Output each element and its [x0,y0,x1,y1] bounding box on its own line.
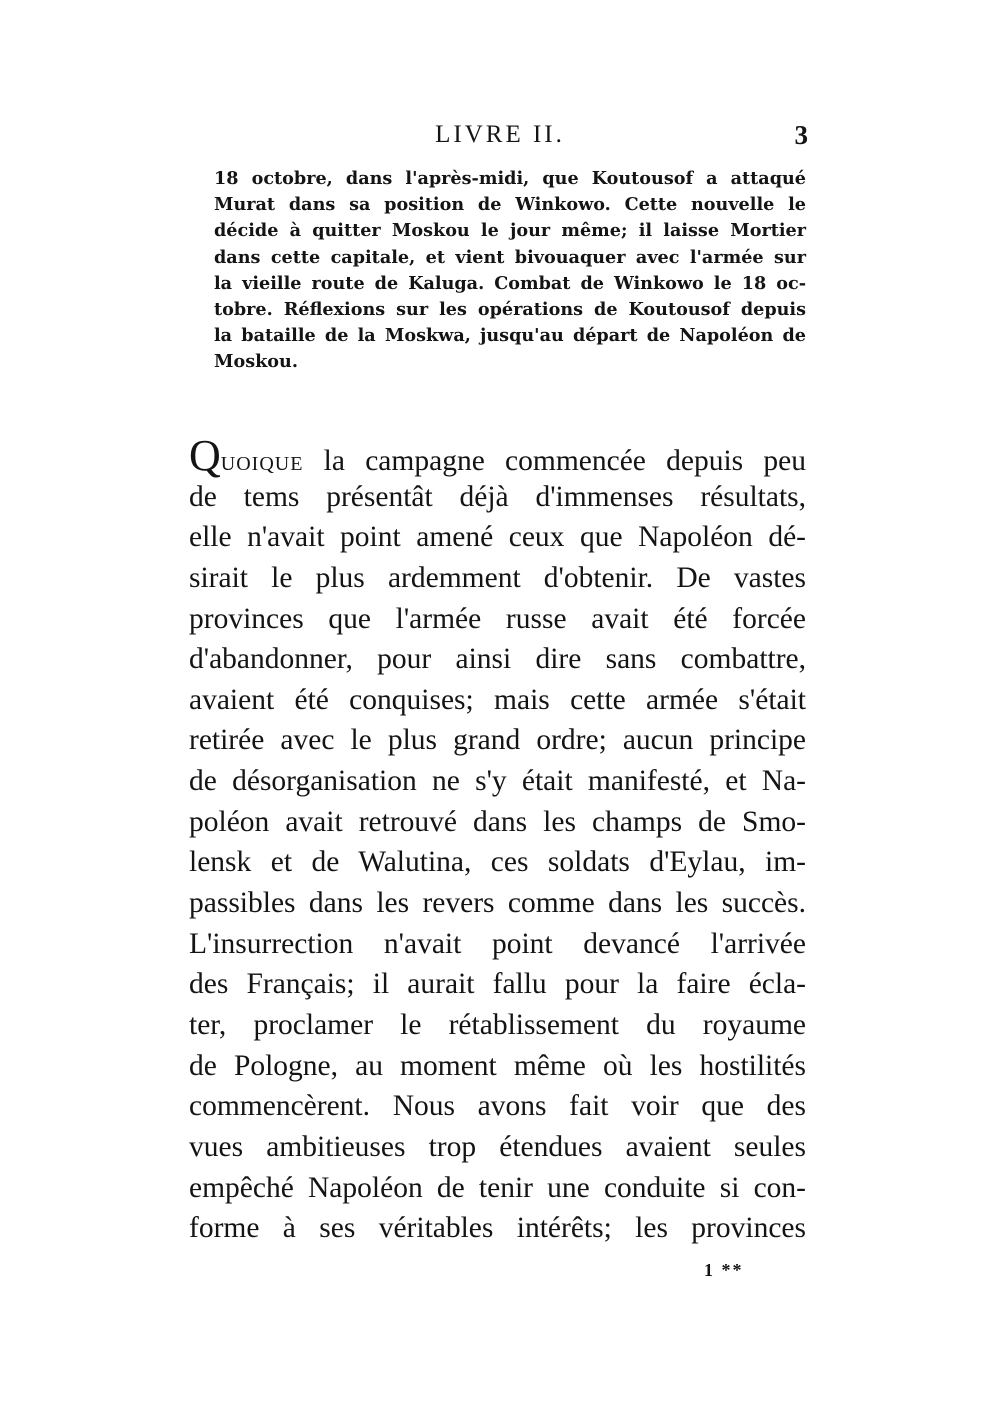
body-line: vues ambitieuses trop étendues avaient seules [189,1130,806,1163]
body-line: retirée avec le plus grand ordre; aucun principe [189,724,806,757]
body-line: empêché Napoléon de tenir une conduite si con- [189,1171,806,1204]
body-line: sirait le plus ardemment d'obtenir. De vastes [189,561,806,594]
summary-line: Moskou. [214,351,298,373]
body-line: de tems présentât déjà d'immenses résultats, [189,480,806,513]
body-first-line [189,431,806,480]
body-line: avaient été conquises; mais cette armée s'était [189,683,806,716]
page-number: 3 [794,120,808,150]
body-text [189,431,806,1249]
body-line: de désorganisation ne s'y était manifesté, et Na- [189,765,806,798]
signature-mark: 1 ** [704,1260,744,1280]
small-caps-word: UOIQUE [220,453,304,475]
summary-line: décide à quitter Moskou le jour même; il laisse Mortier [214,220,806,242]
body-line: d'abandonner, pour ainsi dire sans combattre, [189,643,806,676]
chapter-summary [214,166,806,376]
summary-line: la bataille de la Moskwa, jusqu'au départ de Napoléon de [214,325,806,347]
body-line: forme à ses véritables intérêts; les provinces [189,1212,806,1245]
summary-line: dans cette capitale, et vient bivouaquer avec l'armée sur [214,246,806,268]
body-line: passibles dans les revers comme dans les succès. [189,887,806,920]
body-line: des Français; il aurait fallu pour la faire écla- [189,968,806,1001]
body-line: de Pologne, au moment même où les hostilités [189,1049,806,1082]
running-title: LIVRE II. [435,121,565,148]
summary-line: tobre. Réflexions sur les opérations de Koutousof depuis [214,298,806,320]
body-line: provinces que l'armée russe avait été forcée [189,602,806,635]
body-line: commencèrent. Nous avons fait voir que des [189,1090,806,1123]
drop-cap: Q [189,431,221,480]
first-line-text: la campagne commencée depuis peu [303,445,806,477]
summary-line: Murat dans sa position de Winkowo. Cette nouvelle le [214,194,806,216]
summary-line: la vieille route de Kaluga. Combat de Winkowo le 18 oc- [214,272,806,294]
page-header [190,118,810,154]
body-line: lensk et de Walutina, ces soldats d'Eylau, im- [189,846,806,879]
body-line: ter, proclamer le rétablissement du royaume [189,1008,806,1041]
summary-line: 18 octobre, dans l'après-midi, que Koutousof a attaqué [214,168,806,189]
body-line: poléon avait retrouvé dans les champs de Smo- [189,805,806,838]
body-line: L'insurrection n'avait point devancé l'arrivée [189,927,806,960]
body-line: elle n'avait point amené ceux que Napoléon dé- [189,521,806,554]
